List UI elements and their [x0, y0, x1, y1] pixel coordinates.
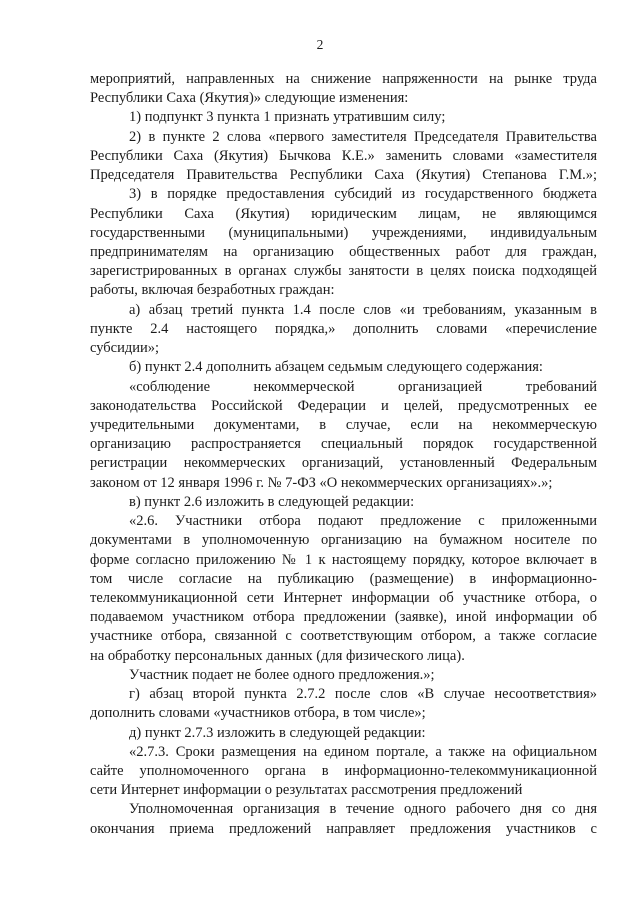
text-line: в) пункт 2.6 изложить в следующей редакции:: [129, 493, 415, 510]
text-line: Уполномоченная организация в течение одного рабочего дня со дня: [129, 801, 597, 818]
text-line: законом от 12 января 1996 г. № 7-ФЗ «О некоммерческих организациях».»;: [90, 474, 553, 491]
text-line: Республики Саха (Якутия) юридическим лицам, не являющимся: [90, 205, 597, 222]
text-line: а) абзац третий пункта 1.4 после слов «и требованиям, указанным в: [129, 301, 597, 318]
text-line: 3) в порядке предоставления субсидий из государственного бюджета: [129, 186, 597, 203]
text-line: организацию распространяется специальный порядок государственной: [90, 436, 597, 453]
text-line: том числе согласие на публикацию (размещение) в информационно-: [90, 570, 597, 587]
text-line: мероприятий, направленных на снижение напряженности на рынке труда: [90, 71, 597, 87]
text-line: предпринимателям на организацию общественных работ для граждан,: [90, 244, 597, 260]
text-line: «2.6. Участники отбора подают предложение с приложенными: [129, 513, 597, 530]
text-line: учредительными документами, в случае, если на некоммерческую: [90, 417, 597, 433]
text-line: регистрации некоммерческих организаций, установленный Федеральным: [90, 455, 597, 472]
text-line: форме согласно приложению № 1 к настоящему порядку, которое включает в: [90, 551, 597, 568]
text-line: «2.7.3. Сроки размещения на едином портале, а также на официальном: [129, 743, 597, 760]
text-line: дополнить словами «участников отбора, в том числе»;: [90, 705, 426, 722]
text-line: законодательства Российской Федерации и целей, предусмотренных ее: [90, 397, 597, 414]
text-line: пункте 2.4 настоящего порядка,» дополнить словами «перечисление: [90, 320, 597, 337]
page-number: 2: [316, 37, 324, 52]
text-line: телекоммуникационной сети Интернет информации об участнике отбора, о: [90, 589, 597, 606]
text-line: сети Интернет информации о результатах рассмотрения предложений: [90, 782, 523, 799]
text-line: 1) подпункт 3 пункта 1 признать утратившим силу;: [129, 109, 446, 126]
text-line: Республики Саха (Якутия)» следующие изменения:: [90, 90, 409, 107]
text-line: Участник подает не более одного предложения.»;: [129, 666, 435, 683]
text-line: г) абзац второй пункта 2.7.2 после слов «В случае несоответствия»: [129, 686, 597, 702]
text-line: Республики Саха (Якутия) Бычкова К.Е.» заменить словами «заместителя: [90, 147, 597, 164]
text-line: работы, включая безработных граждан:: [90, 282, 335, 299]
text-line: Председателя Правительства Республики Саха (Якутия) Степанова Г.М.»;: [90, 167, 597, 184]
text-line: участнике отбора, связанной с соответствующим отбором, а также согласие: [90, 628, 597, 645]
text-line: д) пункт 2.7.3 изложить в следующей редакции:: [129, 724, 426, 741]
text-line: государственными (муниципальными) учреждениями, индивидуальным: [90, 224, 597, 241]
text-line: сайте уполномоченного органа в информационно-телекоммуникационной: [90, 762, 597, 779]
text-line: субсидии»;: [90, 340, 160, 357]
text-line: зарегистрированных в органах службы занятости в целях поиска подходящей: [90, 263, 597, 280]
text-line: 2) в пункте 2 слова «первого заместителя Председателя Правительства: [129, 128, 597, 145]
text-line: б) пункт 2.4 дополнить абзацем седьмым следующего содержания:: [129, 359, 543, 376]
text-line: окончания приема предложений направляет предложения участников с: [90, 820, 597, 837]
text-line: на обработку персональных данных (для физического лица).: [90, 647, 465, 664]
text-line: «соблюдение некоммерческой организацией требований: [129, 378, 597, 395]
text-line: подаваемом участником отбора предложении (заявке), иной информации об: [90, 609, 597, 626]
text-line: документами в уполномоченную организацию на бумажном носителе по: [90, 532, 597, 549]
